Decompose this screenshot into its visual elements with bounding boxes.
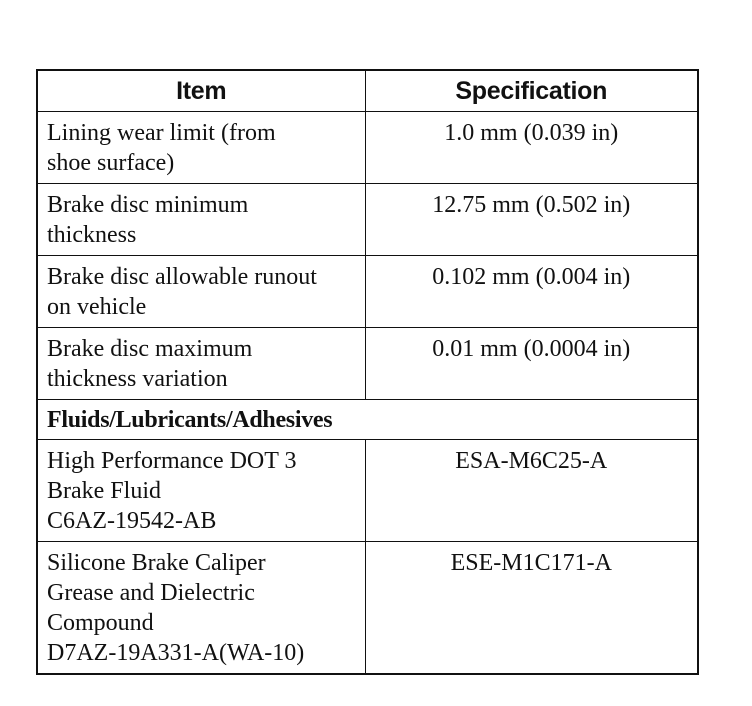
item-cell: Lining wear limit (from shoe surface) xyxy=(37,112,365,184)
section-header-row xyxy=(37,400,698,440)
spec-cell: 0.01 mm (0.0004 in) xyxy=(365,328,698,400)
item-cell: High Performance DOT 3 Brake Fluid C6AZ-19542-AB xyxy=(37,440,365,542)
item-cell: Brake disc minimum thickness xyxy=(37,184,365,256)
table-row xyxy=(37,256,698,328)
item-cell: Brake disc maximum thickness variation xyxy=(37,328,365,400)
spec-cell: ESE-M1C171-A xyxy=(365,542,698,675)
item-cell: Brake disc allowable runout on vehicle xyxy=(37,256,365,328)
item-column-header: Item xyxy=(37,70,365,112)
spec-cell: ESA-M6C25-A xyxy=(365,440,698,542)
section-title: Fluids/Lubricants/Adhesives xyxy=(37,400,698,440)
specification-column-header: Specification xyxy=(365,70,698,112)
table-row xyxy=(37,440,698,542)
spec-cell: 12.75 mm (0.502 in) xyxy=(365,184,698,256)
specification-table xyxy=(36,69,699,675)
table-row xyxy=(37,112,698,184)
table-header-row xyxy=(37,70,698,112)
spec-cell: 1.0 mm (0.039 in) xyxy=(365,112,698,184)
table-row xyxy=(37,184,698,256)
table-row xyxy=(37,542,698,675)
table-row xyxy=(37,328,698,400)
spec-cell: 0.102 mm (0.004 in) xyxy=(365,256,698,328)
item-cell: Silicone Brake Caliper Grease and Dielectric Compound D7AZ-19A331-A(WA-10) xyxy=(37,542,365,675)
